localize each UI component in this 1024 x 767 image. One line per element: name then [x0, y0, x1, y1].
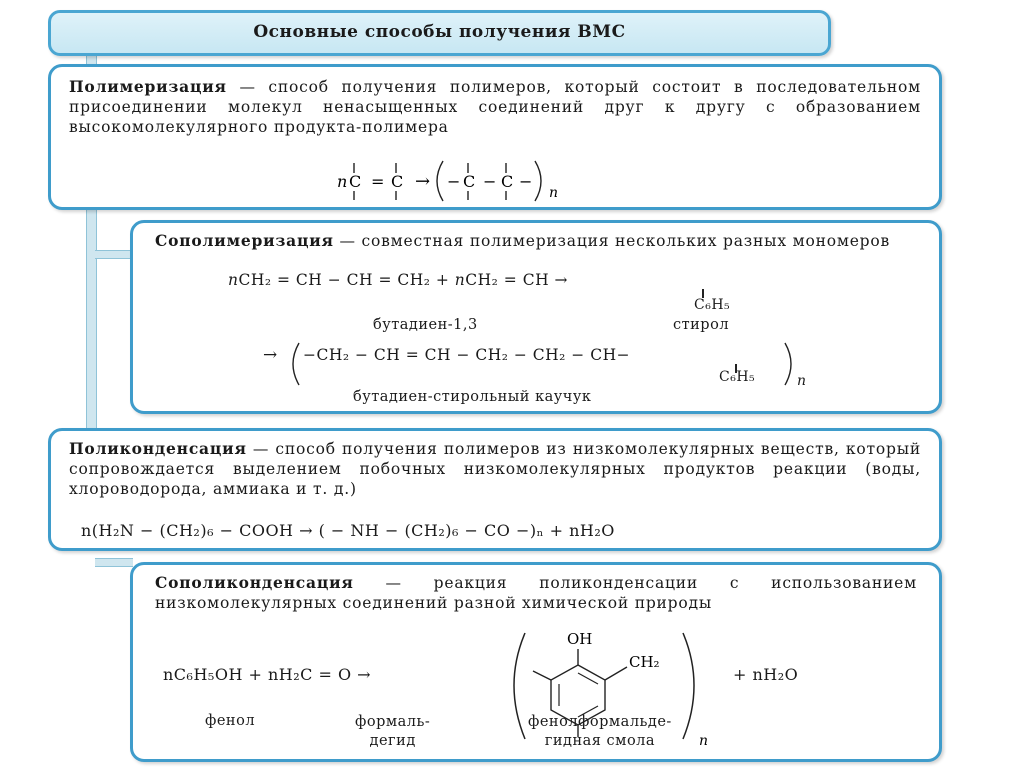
copolycondensation-definition: [155, 573, 917, 613]
copolymerization-definition: [155, 231, 917, 251]
copolymerization-term: Сополимеризация: [155, 231, 334, 250]
polymer-c2: C: [501, 172, 514, 191]
svg-text:−: −: [483, 172, 497, 191]
rubber-n: n: [797, 373, 807, 389]
resin-n: n: [699, 733, 709, 747]
copolycondensation-term: Сополиконденсация: [155, 573, 354, 592]
eq-main: CH₂ = CH − CH = CH₂ +: [238, 271, 455, 289]
resin-left-bracket: [514, 633, 525, 739]
polycondensation-definition: [69, 439, 921, 499]
styrene-c6h5: C₆H₅: [694, 297, 731, 313]
svg-text:−: −: [447, 172, 461, 191]
svg-text:=: =: [371, 172, 385, 191]
polymerization-subscript-n: n: [549, 185, 559, 201]
rubber-product: −CH₂ − CH = CH − CH₂ − CH₂ − CH−: [303, 346, 631, 364]
left-bracket: [437, 161, 443, 201]
copolymerization-equation: [228, 271, 568, 289]
connector-to-copolycondensation: [95, 558, 133, 567]
svg-text:−: −: [519, 172, 533, 191]
right-bracket: [535, 161, 541, 201]
copolymerization-text: — совместная полимеризация нескольких разных мономеров: [333, 232, 891, 250]
label-rubber: бутадиен-стирольный каучук: [353, 389, 592, 405]
polymerization-equation: [331, 153, 651, 205]
label-formaldehyde: формаль- дегид: [355, 714, 431, 749]
copolycondensation-box: [130, 562, 942, 762]
resin-right-bracket: [683, 633, 694, 739]
label-phenol: фенол: [205, 713, 256, 729]
eq-n1: n: [228, 271, 239, 289]
byproduct-water: + nH₂O: [733, 665, 799, 684]
copolycondensation-text: — реакция поликонденсации с использованием низкомолекулярных соединений разной химической природы: [155, 574, 917, 612]
polymerization-text: — способ получения полимеров, который состоит в последовательном присоединении молекул ненасыщенных соединений друг к другу с образованием высокомолекулярного продукта-полимера: [69, 78, 921, 136]
label-resin: фенолформальде- гидная смола: [528, 714, 672, 749]
polycondensation-box: [48, 428, 942, 551]
polymerization-n: n: [337, 172, 348, 191]
rubber-arrow: →: [263, 345, 278, 365]
label-styrene: стирол: [673, 317, 730, 333]
connector-to-copolymerization: [95, 250, 133, 259]
polymerization-definition: [69, 77, 921, 137]
polycondensation-term: Поликонденсация: [69, 439, 247, 458]
rubber-c6h5: C₆H₅: [719, 369, 756, 385]
svg-text:→: →: [415, 171, 431, 192]
polycondensation-text: — способ получения полимеров из низкомолекулярных веществ, который сопровождается выделением побочных низкомолекулярных продуктов реакции (воды, хлороводорода, аммиака и т. д.): [69, 440, 921, 498]
eq-n2: n: [454, 271, 466, 289]
ch2-group: CH₂: [629, 653, 660, 671]
rubber-right-bracket: [781, 341, 797, 387]
copolycondensation-reactants: nC₆H₅OH + nH₂C = O →: [163, 665, 372, 684]
polymerization-term: Полимеризация: [69, 77, 227, 96]
polymerization-box: [48, 64, 942, 210]
polycondensation-equation: n(H₂N − (CH₂)₆ − COOH → ( − NH − (CH₂)₆ − CO −)ₙ + nH₂O: [81, 521, 615, 540]
title-box: [48, 10, 831, 56]
polymer-c1: C: [463, 172, 476, 191]
rubber-left-bracket: [287, 341, 303, 387]
eq-tail: CH₂ = CH →: [465, 271, 569, 289]
monomer-c1: C: [349, 172, 362, 191]
label-butadiene: бутадиен-1,3: [373, 317, 478, 333]
copolymerization-box: [130, 220, 942, 414]
monomer-c2: C: [391, 172, 404, 191]
oh-group: OH: [567, 630, 593, 648]
page-title: Основные способы получения ВМС: [253, 22, 626, 42]
